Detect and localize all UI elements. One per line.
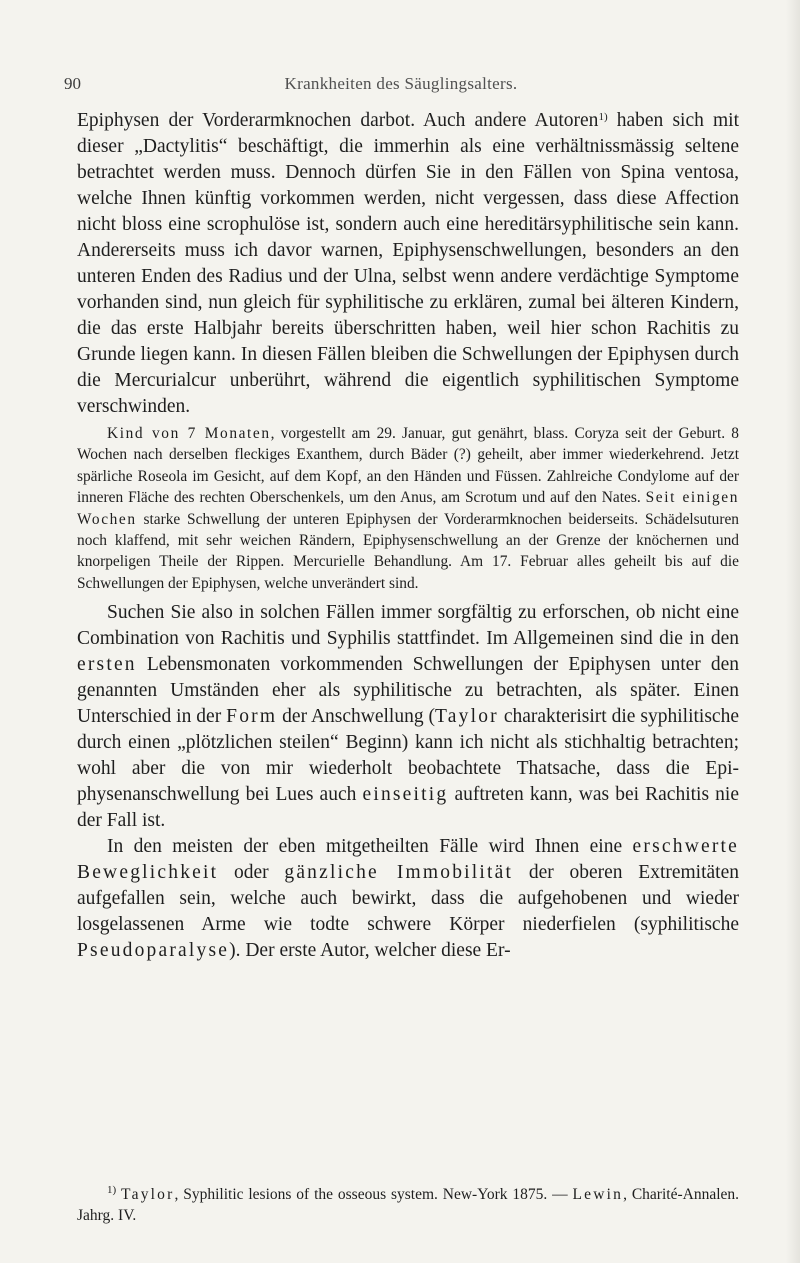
emphasized-text: Kind von 7 Monaten	[107, 425, 271, 442]
emphasized-text: Pseudoparalyse	[77, 940, 230, 962]
emphasized-text: einseitig	[362, 784, 449, 806]
running-title: Krankheiten des Säuglingsalters.	[284, 74, 518, 93]
footnote-marker: 1)	[107, 1184, 117, 1196]
paragraph-in-den-meisten	[77, 834, 739, 964]
page-number: 90	[64, 74, 81, 93]
running-head	[64, 74, 738, 98]
text-run: Suchen Sie also in solchen Fällen immer sorgfältig zu erforschen, ob nicht eine Combination von Rachitis und Syphilis stattfindet. Im Allgemeinen sind die in den	[77, 602, 739, 650]
text-run: charakterisirt die syphilitische durch einen „plötzlichen steilen“ Beginn) kann ich nicht als stichhaltig betrachten; wohl aber die von mir wiederholt beobachtete Thatsache, dass die Epiphysenanschwellung bei Lues auch	[77, 706, 739, 806]
emphasized-text: Form	[226, 706, 278, 728]
text-run: ). Der erste Autor, welcher diese Er-	[229, 940, 511, 962]
footnote	[77, 1184, 739, 1226]
emphasized-text: Taylor	[435, 706, 499, 728]
text-run: , vorgestellt am 29. Januar, gut genährt, blass. Coryza seit der Geburt. 8 Wochen nach derselben fleckiges Exanthem, durch Bäder (?) geheilt, aber immer wiederkehrend. Jetzt spärliche Roseola im Gesicht, auf dem Kopf, an den Händen und Füssen. Zahlreiche Condylome auf der inneren Fläche des rechten Oberschenkels, um den Anus, am Scrotum und auf den Nates.	[77, 425, 739, 507]
text-run: starke Schwellung der unteren Epiphysen der Vorderarmknochen beiderseits. Schädelsuturen noch klaffend, mit sehr weichen Rändern, Epiphysenschwellung an der Grenze der knöchernen und knorpeligen Theile der Rippen. Mercurielle Behandlung. Am 17. Februar alles geheilt bis auf die Schwellungen der Epiphysen, welche unverändert sind.	[77, 510, 739, 592]
footnote-marker: 1)	[598, 111, 608, 123]
body-text	[77, 108, 739, 964]
text-run: Lebensmonaten vorkommenden Schwellungen der Epiphysen unter den genannten Umständen eher als syphilitische zu betrachten, als später. Einen Unterschied in der	[77, 654, 739, 728]
page-edge-shadow	[786, 0, 800, 1263]
emphasized-text: gänzliche Immobilität	[284, 862, 514, 884]
emphasized-text: Lewin	[572, 1186, 624, 1203]
text-run: oder	[218, 862, 285, 884]
emphasized-text: ersten	[77, 654, 137, 676]
text-run: , Charité-Annalen. Jahrg. IV.	[77, 1186, 740, 1224]
text-run: haben sich mit dieser „Dactylitis“ beschäftigt, die immerhin als eine verhältnissmässig seltene betrachtet werden muss. Dennoch dürfen Sie in den Fällen von Spina ventosa, welche Ihnen künftig vorkommen werden, nicht vergessen, dass diese Affection nicht bloss eine scrophulöse ist, sondern auch eine hereditärsyphilitische sein kann. Andererseits muss ich davor warnen, Epiphysenschwellungen, besonders an den unteren Enden des Radius und der Ulna, selbst wenn andere verdächtige Symptome vorhanden sind, nun gleich für syphilitische zu erklären, zumal bei älteren Kindern, die das erste Halbjahr bereits überschritten haben, weil hier schon Rachitis zu Grunde liegen kann. In diesen Fällen bleiben die Schwellungen der Epiphysen durch die Mercurialcur unberührt, während die eigentlich syphilitischen Symptome verschwinden.	[77, 110, 740, 417]
paragraph-epiphysen	[77, 108, 739, 420]
paragraph-suchen	[77, 600, 739, 834]
text-run: In den meisten der eben mitgetheilten Fälle wird Ihnen eine	[107, 836, 633, 858]
text-run: der oberen Extremitäten aufgefallen sein, welche auch bewirkt, dass die aufgehobenen und wieder losgelassenen Arme wie todte schwere Körper niederfielen (syphilitische	[77, 862, 739, 936]
case-report	[77, 423, 739, 594]
text-run: Epiphysen der Vorderarmknochen darbot. Auch andere Autoren	[77, 110, 599, 131]
emphasized-text: Seit einigen Wochen	[77, 489, 739, 528]
emphasized-text: erschwerte Beweglichkeit	[77, 836, 739, 884]
emphasized-text: Taylor	[121, 1186, 175, 1203]
text-run: , Syphilitic lesions of the osseous system. New-York 1875. —	[174, 1186, 573, 1203]
text-run: der Anschwellung (	[277, 706, 436, 728]
text-run: auftreten kann, was bei Rachitis nie der Fall ist.	[77, 784, 739, 832]
